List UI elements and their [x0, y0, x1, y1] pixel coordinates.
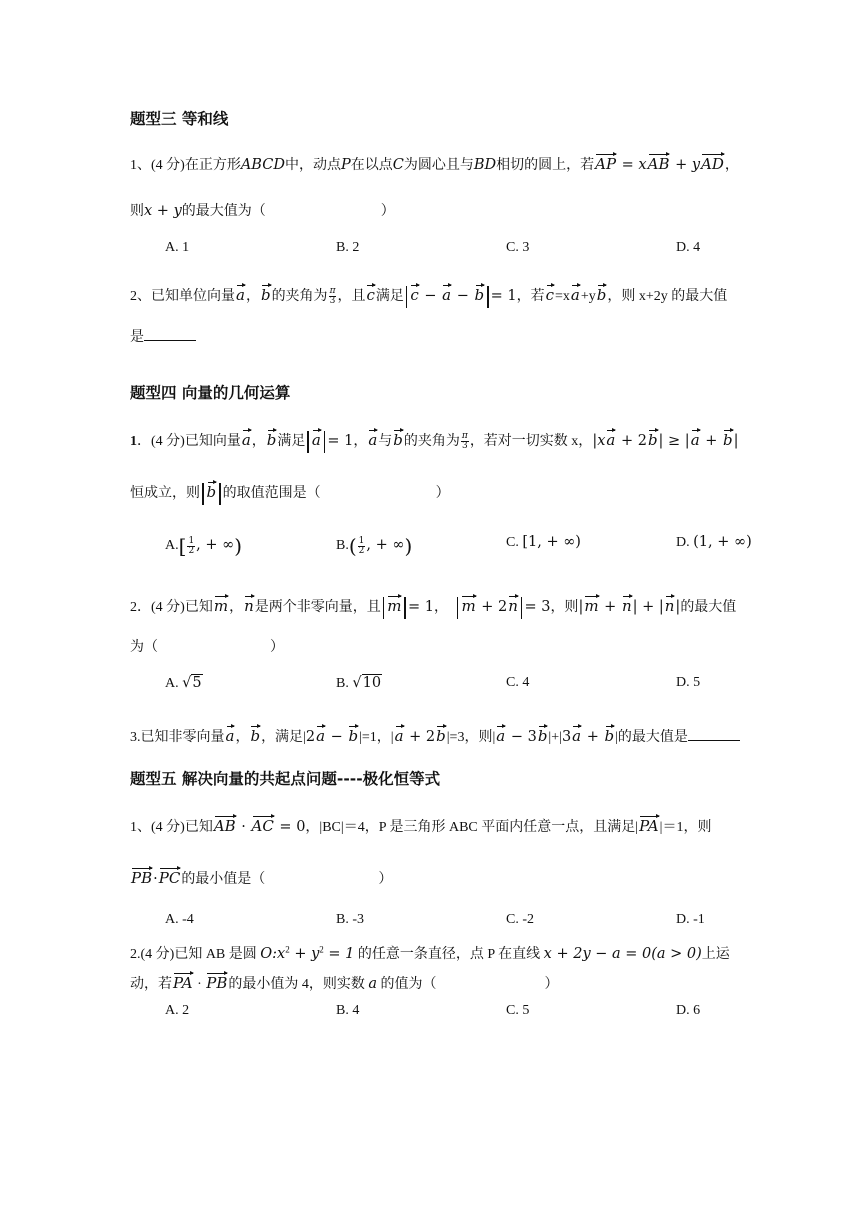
question-5-2-options — [165, 1003, 825, 1023]
question-4-2-options — [165, 675, 825, 695]
option-d[interactable]: D. 6 — [676, 1003, 701, 1018]
question-5-1-options — [165, 912, 825, 932]
question-4-2-line2: 为（ ） — [130, 640, 284, 655]
option-d[interactable]: D. 5 — [676, 675, 701, 690]
answer-blank[interactable] — [144, 328, 196, 341]
question-3-2-line1: 2、已知单位向量a，b的夹角为 $\frac{\pi}{3}$ ，且c满足 c − a − b = 1，若c=xa+yb，则 x+2y 的最大值 — [130, 283, 727, 308]
option-b[interactable]: B. √10 — [336, 675, 382, 691]
option-b[interactable]: B. 2 — [336, 240, 360, 255]
question-3-1-line2: 则x + y的最大值为（ ） — [130, 203, 395, 219]
option-c[interactable]: C. 4 — [506, 675, 530, 690]
option-c[interactable]: C. [1, + ∞) — [506, 534, 581, 550]
section-heading-3: 题型三 等和线 — [130, 110, 229, 128]
question-5-1-line1: 1、(4 分)已知AB · AC = 0，|BC|＝4，P 是三角形 ABC 平面内任意一点，且满足|PA|＝1，则 — [130, 814, 711, 836]
option-c[interactable]: C. 3 — [506, 240, 530, 255]
option-c[interactable]: C. -2 — [506, 912, 534, 927]
question-5-2-line1: 2.(4 分)已知 AB 是圆 $O:x^2 + y^2 = 1$ 的任意一条直径，点 P 在直线 x + 2y − a = 0(a > 0)上运 — [130, 944, 730, 962]
option-d[interactable]: D. (1, + ∞) — [676, 534, 752, 550]
option-a[interactable]: A. 1 — [165, 240, 190, 255]
option-a[interactable]: A. √5 — [165, 675, 202, 691]
option-b[interactable]: B.( $\frac{1}{2}$ , + ∞) — [336, 534, 413, 558]
option-a[interactable]: A. 2 — [165, 1003, 190, 1018]
option-d[interactable]: D. -1 — [676, 912, 705, 927]
section-heading-4: 题型四 向量的几何运算 — [130, 384, 291, 402]
option-d[interactable]: D. 4 — [676, 240, 701, 255]
question-5-2-line2: 动，若PA · PB的最小值为 4，则实数 a 的值为（ ） — [130, 971, 559, 993]
question-4-2-line1: 2．(4 分)已知m，n是两个非零向量，且 m = 1， m + 2n = 3，则|m + n| + |n|的最大值 — [130, 594, 736, 619]
question-4-3: 3.已知非零向量a，b，满足|2a − b|=1，|a + 2b|=3，则|a − 3b|+|3a + b|的最大值是 — [130, 724, 740, 746]
question-4-1-options — [165, 534, 825, 558]
question-3-2-line2: 是 — [130, 326, 196, 346]
option-a[interactable]: A. -4 — [165, 912, 194, 927]
answer-blank[interactable] — [688, 728, 740, 741]
question-3-1-line1: 1、(4 分)在正方形ABCD中，动点P在以点C为圆心且与BD相切的圆上，若AP = xAB + yAD， — [130, 152, 739, 174]
question-4-1-line2: 恒成立，则 b 的取值范围是（ ） — [130, 480, 450, 505]
option-a[interactable]: A.[ $\frac{1}{2}$ , + ∞) — [165, 534, 243, 558]
option-b[interactable]: B. 4 — [336, 1003, 360, 1018]
question-3-1-options — [165, 240, 825, 260]
option-c[interactable]: C. 5 — [506, 1003, 530, 1018]
section-heading-5: 题型五 解决向量的共起点问题----极化恒等式 — [130, 770, 441, 788]
option-b[interactable]: B. -3 — [336, 912, 364, 927]
question-5-1-line2: PB·PC的最小值是（ ） — [130, 866, 392, 888]
question-4-1-line1: 1．(4 分)已知向量a，b满足 a = 1，a与b的夹角为 $\frac{\pi}{3}$ ，若对一切实数 x，|xa + 2b| ≥ |a + b| — [130, 428, 739, 453]
